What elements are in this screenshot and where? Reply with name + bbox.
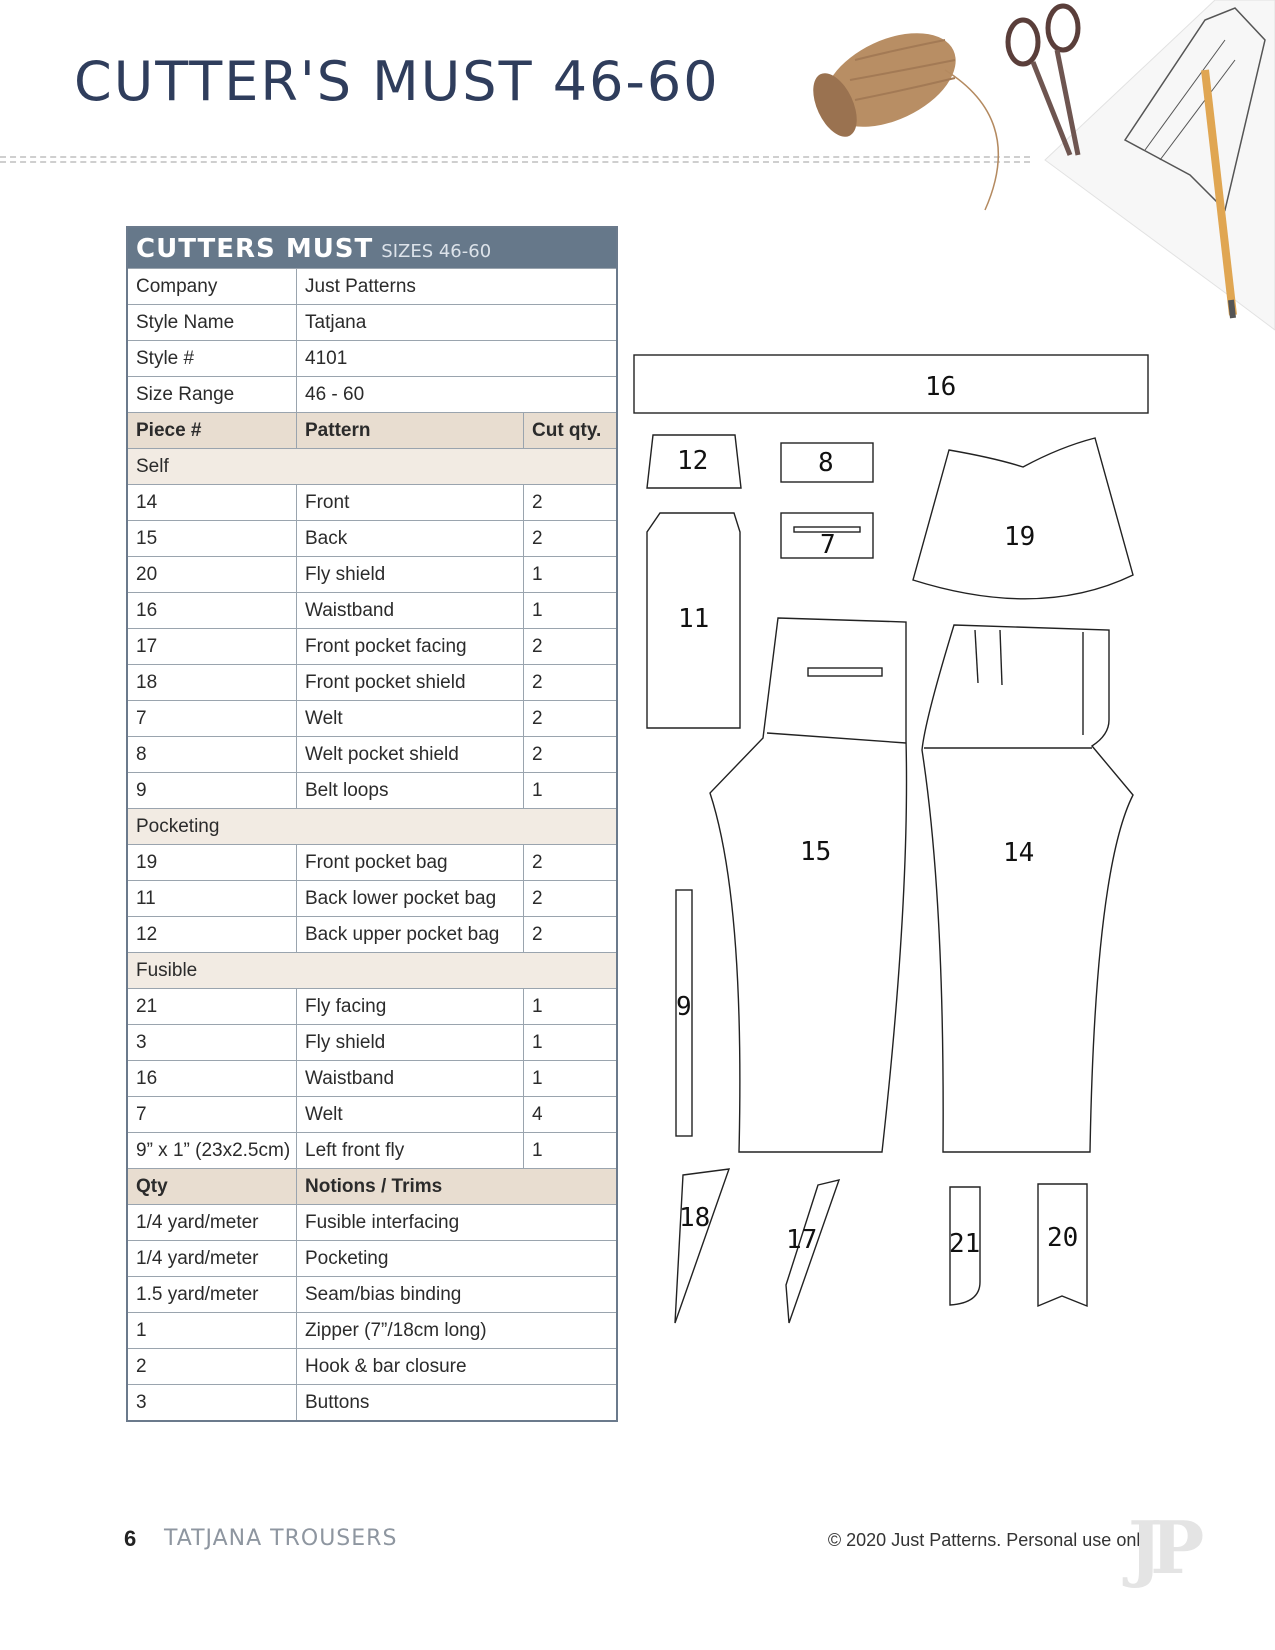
column-header-qty: Cut qty. bbox=[523, 413, 616, 448]
column-header-pattern: Pattern bbox=[305, 420, 371, 441]
pattern-cell: Back upper pocket bag bbox=[305, 924, 500, 945]
section-label: Pocketing bbox=[136, 816, 220, 837]
notion-qty: 1/4 yard/meter bbox=[128, 1205, 297, 1240]
qty-cell: 2 bbox=[523, 629, 616, 664]
piece-cell: 7 bbox=[128, 701, 297, 736]
qty-cell: 2 bbox=[523, 881, 616, 916]
notion-item: Buttons bbox=[305, 1392, 370, 1413]
pattern-cell: Waistband bbox=[305, 600, 395, 621]
copyright-notice: © 2020 Just Patterns. Personal use only. bbox=[827, 1530, 1153, 1550]
qty-cell: 2 bbox=[523, 917, 616, 952]
info-label: Style Name bbox=[128, 305, 297, 340]
column-header-qty: Qty bbox=[128, 1169, 297, 1204]
qty-cell: 2 bbox=[523, 737, 616, 772]
piece-cell: 9 bbox=[128, 773, 297, 808]
pattern-piece-15-seat-line bbox=[767, 733, 906, 743]
piece-cell: 12 bbox=[128, 917, 297, 952]
notion-qty: 1/4 yard/meter bbox=[128, 1241, 297, 1276]
pattern-cell: Fly shield bbox=[305, 1032, 386, 1053]
pattern-cell: Front pocket bag bbox=[305, 852, 448, 873]
info-label: Company bbox=[128, 269, 297, 304]
piece-cell: 16 bbox=[128, 1061, 297, 1096]
pattern-piece-14 bbox=[922, 625, 1133, 1152]
piece-label-14: 14 bbox=[1003, 838, 1035, 868]
notion-item: Zipper (7”/18cm long) bbox=[305, 1320, 487, 1341]
piece-label-19: 19 bbox=[1004, 522, 1036, 552]
piece-label-8: 8 bbox=[818, 448, 834, 478]
pattern-piece-16 bbox=[634, 355, 1148, 413]
table-subtitle: SIZES 46-60 bbox=[381, 241, 492, 262]
qty-cell: 2 bbox=[523, 521, 616, 556]
piece-cell: 14 bbox=[128, 485, 297, 520]
column-header-notions: Notions / Trims bbox=[305, 1176, 443, 1197]
piece-cell: 18 bbox=[128, 665, 297, 700]
pattern-cell: Back bbox=[305, 528, 348, 549]
pattern-piece-14-dart bbox=[1000, 630, 1002, 685]
piece-label-9: 9 bbox=[676, 992, 692, 1022]
qty-cell: 2 bbox=[523, 485, 616, 520]
piece-cell: 16 bbox=[128, 593, 297, 628]
qty-cell: 1 bbox=[523, 593, 616, 628]
qty-cell: 1 bbox=[523, 989, 616, 1024]
pattern-cell: Welt pocket shield bbox=[305, 744, 459, 765]
piece-label-15: 15 bbox=[800, 837, 832, 867]
piece-cell: 20 bbox=[128, 557, 297, 592]
info-value: 46 - 60 bbox=[305, 384, 365, 405]
info-label: Size Range bbox=[128, 377, 297, 412]
piece-label-17: 17 bbox=[786, 1225, 818, 1255]
piece-cell: 8 bbox=[128, 737, 297, 772]
qty-cell: 1 bbox=[523, 1061, 616, 1096]
qty-cell: 2 bbox=[523, 845, 616, 880]
notion-item: Seam/bias binding bbox=[305, 1284, 462, 1305]
page-title: CUTTER'S MUST 46-60 bbox=[74, 50, 720, 113]
piece-label-16: 16 bbox=[925, 372, 957, 402]
info-value: Just Patterns bbox=[305, 276, 416, 297]
info-value: Tatjana bbox=[305, 312, 367, 333]
pattern-cell: Welt bbox=[305, 1104, 343, 1125]
table-title: CUTTERS MUST bbox=[136, 234, 374, 264]
piece-cell: 11 bbox=[128, 881, 297, 916]
notion-item: Fusible interfacing bbox=[305, 1212, 460, 1233]
section-label: Self bbox=[136, 456, 169, 477]
piece-label-20: 20 bbox=[1047, 1223, 1079, 1253]
qty-cell: 1 bbox=[523, 1133, 616, 1168]
piece-cell: 3 bbox=[128, 1025, 297, 1060]
column-header-piece: Piece # bbox=[128, 413, 297, 448]
pattern-cell: Welt bbox=[305, 708, 343, 729]
pattern-cell: Fly shield bbox=[305, 564, 386, 585]
pattern-cell: Front pocket facing bbox=[305, 636, 467, 657]
pattern-piece-14-dart bbox=[975, 630, 978, 683]
piece-label-12: 12 bbox=[677, 446, 709, 476]
piece-cell: 7 bbox=[128, 1097, 297, 1132]
piece-label-18: 18 bbox=[679, 1203, 711, 1233]
pattern-cell: Left front fly bbox=[305, 1140, 405, 1161]
piece-cell: 17 bbox=[128, 629, 297, 664]
notion-item: Hook & bar closure bbox=[305, 1356, 467, 1377]
piece-cell: 15 bbox=[128, 521, 297, 556]
pattern-piece-18 bbox=[675, 1169, 729, 1323]
pattern-cell: Front bbox=[305, 492, 350, 513]
pattern-piece-19 bbox=[913, 438, 1133, 599]
piece-cell: 21 bbox=[128, 989, 297, 1024]
pattern-cell: Waistband bbox=[305, 1068, 395, 1089]
piece-label-7: 7 bbox=[820, 530, 836, 560]
pattern-cell: Front pocket shield bbox=[305, 672, 466, 693]
brand-logo: JP bbox=[1128, 1505, 1193, 1590]
notion-item: Pocketing bbox=[305, 1248, 389, 1269]
qty-cell: 1 bbox=[523, 773, 616, 808]
qty-cell: 2 bbox=[523, 701, 616, 736]
info-value: 4101 bbox=[305, 348, 348, 369]
pattern-cell: Back lower pocket bag bbox=[305, 888, 497, 909]
notion-qty: 1 bbox=[128, 1313, 297, 1348]
pattern-piece-15-pocket-mark bbox=[808, 668, 882, 676]
pattern-cell: Belt loops bbox=[305, 780, 389, 801]
notion-qty: 3 bbox=[128, 1385, 297, 1420]
piece-label-21: 21 bbox=[949, 1229, 981, 1259]
pattern-cell: Fly facing bbox=[305, 996, 387, 1017]
piece-cell: 19 bbox=[128, 845, 297, 880]
notion-qty: 1.5 yard/meter bbox=[128, 1277, 297, 1312]
piece-cell: 9” x 1” (23x2.5cm) bbox=[128, 1133, 297, 1168]
qty-cell: 1 bbox=[523, 1025, 616, 1060]
page-number: 6 bbox=[124, 1526, 137, 1551]
notion-qty: 2 bbox=[128, 1349, 297, 1384]
piece-label-11: 11 bbox=[678, 604, 710, 634]
qty-cell: 1 bbox=[523, 557, 616, 592]
qty-cell: 2 bbox=[523, 665, 616, 700]
info-label: Style # bbox=[128, 341, 297, 376]
section-label: Fusible bbox=[136, 960, 198, 981]
document-name: TATJANA TROUSERS bbox=[164, 1526, 398, 1551]
qty-cell: 4 bbox=[523, 1097, 616, 1132]
